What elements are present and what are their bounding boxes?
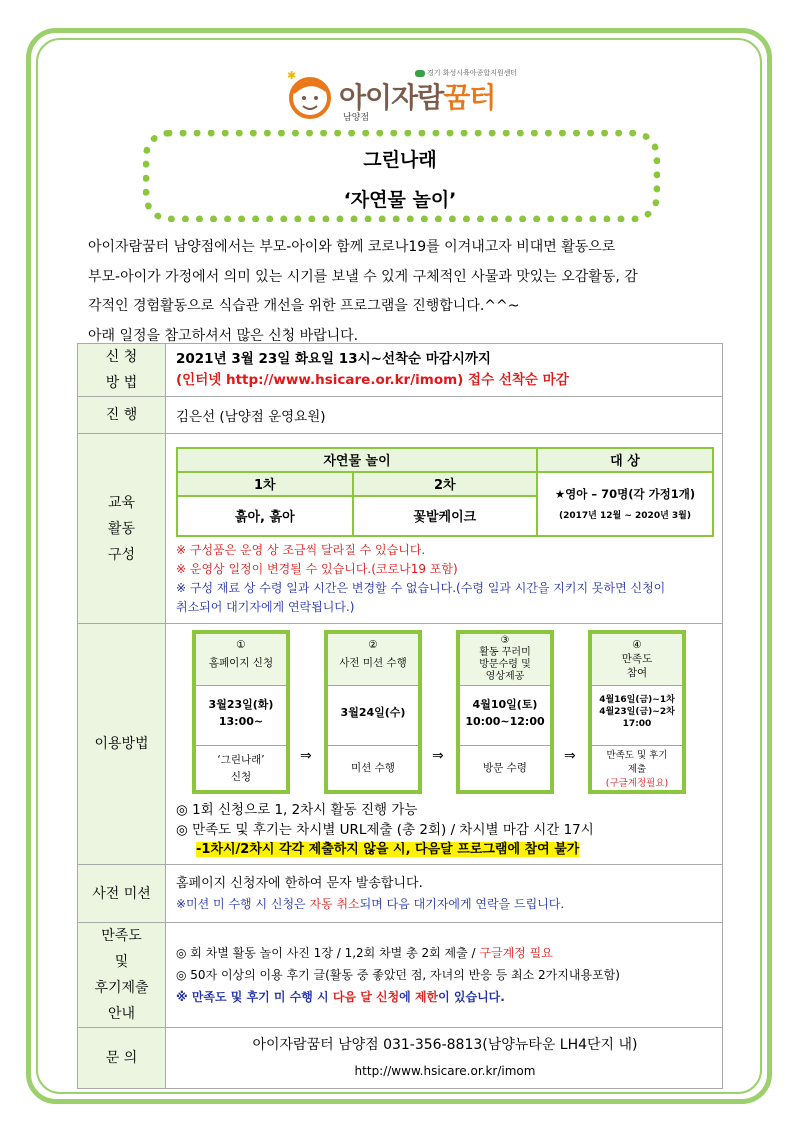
logo-branch: 남양점 xyxy=(343,113,370,123)
activity1: 흙아, 흙아 xyxy=(177,496,353,536)
progress-value: 김은선 (남양점 운영요원) xyxy=(166,397,723,434)
logo-brand: 아이자람꿈터 xyxy=(339,81,496,114)
target-main: ★영아 – 70명(각 가정1개) xyxy=(554,487,696,501)
step-date: 4월16일(금)~1차 4월23일(금)~2차 17:00 xyxy=(592,686,682,746)
mission-label: 사전 미션 xyxy=(78,865,166,923)
round1-header: 1차 xyxy=(177,472,353,496)
arrow-icon: ⇒ xyxy=(300,748,312,764)
usage-bullet: ◎ 만족도 및 후기는 차시별 URL제출 (총 2회) / 차시별 마감 시간 17시 xyxy=(176,822,594,838)
svg-text:✱: ✱ xyxy=(287,70,297,82)
progress-label: 진 행 xyxy=(78,397,166,434)
contact-url[interactable]: http://www.hsicare.or.kr/imom xyxy=(354,1064,536,1078)
row-usage xyxy=(78,624,723,865)
notice: ※ 구성 재료 상 수령 일과 시간은 변경할 수 없습니다.(수령 일과 시간을 지키지 못하면 신청이 xyxy=(176,580,666,595)
step-header: ④ 만족도 참여 xyxy=(592,634,682,686)
target-range: (2017년 12월 ~ 2020년 3월) xyxy=(559,511,691,521)
activity2: 꽃밭케이크 xyxy=(353,496,537,536)
apply-content xyxy=(166,344,723,397)
step-action: 만족도 및 후기 제출 (구글계정필요) xyxy=(605,750,669,789)
step-card xyxy=(588,630,686,794)
program-title: 그린나래 xyxy=(363,149,437,171)
notice: 취소되어 대기자에게 연락됩니다.) xyxy=(176,599,355,614)
arrow-icon: ⇒ xyxy=(432,748,444,764)
step-date: 3월23일(화) 13:00~ xyxy=(196,686,286,746)
step-header: ③ 활동 꾸러미 방문수령 및 영상제공 xyxy=(460,634,550,686)
intro-line: 부모-아이가 가정에서 의미 있는 시기를 보낼 수 있게 구체적인 사물과 맛있는 오감활동, 감 xyxy=(88,268,638,285)
center-logo-icon xyxy=(415,70,425,77)
notice: ※ 구성품은 운영 상 조금씩 달라질 수 있습니다. xyxy=(176,542,426,557)
usage-label: 이용방법 xyxy=(78,624,166,865)
activity-table xyxy=(176,447,714,537)
contact-content xyxy=(166,1028,723,1089)
info-table xyxy=(77,343,723,1089)
logo xyxy=(285,62,520,128)
step-date: 4월10일(토) 10:00~12:00 xyxy=(460,686,550,746)
intro-line: 각적인 경험활동으로 식습관 개선을 위한 프로그램을 진행합니다.^^~ xyxy=(88,298,520,314)
step-date: 3월24일(수) xyxy=(328,686,418,746)
notice: ※ 운영상 일정이 변경될 수 있습니다.(코로나19 포함) xyxy=(176,561,458,576)
activity-header: 자연물 놀이 xyxy=(177,448,537,472)
usage-content xyxy=(166,624,723,865)
step-card xyxy=(456,630,554,794)
education-content xyxy=(166,434,723,624)
intro-line: 아래 일정을 참고하셔서 많은 신청 바랍니다. xyxy=(88,327,359,344)
step-header: ① 홈페이지 신청 xyxy=(196,634,286,686)
program-subtitle: ‘자연물 놀이’ xyxy=(343,189,457,211)
apply-method: (인터넷 http://www.hsicare.or.kr/imom) 접수 선착순 마감 xyxy=(176,372,569,388)
usage-bullet: ◎ 1회 신청으로 1, 2차시 활동 진행 가능 xyxy=(176,802,418,818)
row-mission xyxy=(78,865,723,923)
apply-date: 2021년 3월 23일 화요일 13시~선착순 마감시까지 xyxy=(176,351,491,367)
mission-content: 홈페이지 신청자에 한하여 문자 발송합니다. ※미션 미 수행 시 신청은 자동 취소되며 다음 대기자에게 연락을 드립니다. xyxy=(166,865,723,923)
target-cell xyxy=(537,472,713,536)
step-action: 방문 수령 xyxy=(483,762,527,774)
contact-label: 문 의 xyxy=(78,1028,166,1089)
contact-phone: 아이자람꿈터 남양점 031-356-8813(남양뉴타운 LH4단지 내) xyxy=(252,1037,638,1053)
step-action: ‘그린나래’ 신청 xyxy=(217,754,265,783)
row-progress xyxy=(78,397,723,434)
step-card xyxy=(324,630,422,794)
intro-line: 아이자람꿈터 남양점에서는 부모-아이와 함께 코로나19를 이겨내고자 비대면 활동으로 xyxy=(88,239,616,255)
row-contact xyxy=(78,1028,723,1089)
intro-text xyxy=(88,233,728,351)
logo-center: 경기 화성시육아종합지원센터 xyxy=(415,68,517,78)
row-education xyxy=(78,434,723,624)
review-label: 만족도 및 후기제출 안내 xyxy=(78,923,166,1028)
round2-header: 2차 xyxy=(353,472,537,496)
apply-label: 신 청 방 법 xyxy=(78,344,166,397)
education-label: 교육 활동 구성 xyxy=(78,434,166,624)
child-face-icon xyxy=(285,70,335,120)
row-review xyxy=(78,923,723,1028)
step-action: 미션 수행 xyxy=(351,762,395,774)
step-card xyxy=(192,630,290,794)
step-header: ② 사전 미션 수행 xyxy=(328,634,418,686)
review-content: ◎ 회 차별 활동 놀이 사진 1장 / 1,2회 차별 총 2회 제출 / 구글계정 필요 ◎ 50자 이상의 이용 후기 글(활동 중 좋았던 점, 자녀의 반응 등 최소 2가지내용포함) ※ 만족도 및 후기 미 수행 시 다음 달 신청에 제한이 있습니다. xyxy=(166,923,723,1028)
target-header: 대 상 xyxy=(537,448,713,472)
arrow-icon: ⇒ xyxy=(564,748,576,764)
usage-warning: -1차시/2차시 각각 제출하지 않을 시, 다음달 프로그램에 참여 불가 xyxy=(196,842,580,857)
row-apply xyxy=(78,344,723,397)
step-flow xyxy=(176,628,714,800)
